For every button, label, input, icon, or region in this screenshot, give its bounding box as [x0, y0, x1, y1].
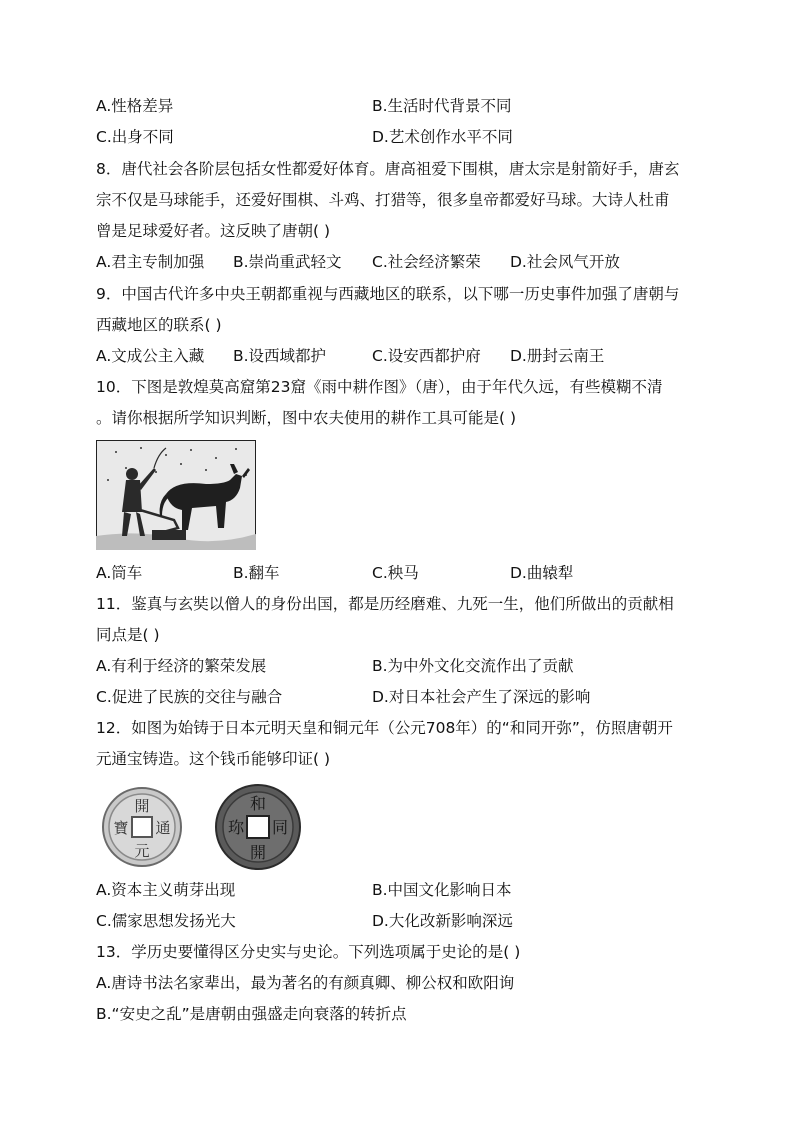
q13-option-a: A.唐诗书法名家辈出，最为著名的有颜真卿、柳公权和欧阳询 [96, 974, 515, 992]
q9-option-b: B.设西域都护 [233, 347, 327, 365]
coins-illustration [100, 784, 310, 870]
q9-option-a: A.文成公主入藏 [96, 347, 205, 365]
mural-ox-plough-illustration [96, 440, 256, 550]
q11-option-b: B.为中外文化交流作出了贡献 [372, 657, 574, 675]
q12-option-d: D.大化改新影响深远 [372, 912, 513, 930]
q7-option-d: D.艺术创作水平不同 [372, 128, 513, 146]
q13-stem-line-1: 13．学历史要懂得区分史实与史论。下列选项属于史论的是( ) [96, 943, 521, 961]
coin1-char-bottom: 元 [134, 842, 150, 860]
q11-stem-line-1: 11．鉴真与玄奘以僧人的身份出国，都是历经磨难、九死一生，他们所做出的贡献相 [96, 595, 674, 613]
q8-stem-line-1: 8．唐代社会各阶层包括女性都爱好体育。唐高祖爱下围棋，唐太宗是射箭好手，唐玄 [96, 160, 680, 178]
q12-stem-line-2: 元通宝铸造。这个钱币能够印证( ) [96, 750, 331, 768]
q7-option-b: B.生活时代背景不同 [372, 97, 512, 115]
q10-option-c: C.秧马 [372, 564, 419, 582]
kaiyuan-tongbao-coin [103, 788, 181, 866]
q11-option-a: A.有利于经济的繁荣发展 [96, 657, 267, 675]
q8-option-c: C.社会经济繁荣 [372, 253, 481, 271]
q10-stem-line-2: 。请你根据所学知识判断，图中农夫使用的耕作工具可能是( ) [96, 409, 517, 427]
q12-option-b: B.中国文化影响日本 [372, 881, 512, 899]
q13-option-b: B.“安史之乱”是唐朝由强盛走向衰落的转折点 [96, 1005, 407, 1023]
q9-option-c: C.设安西都护府 [372, 347, 481, 365]
q8-stem-line-2: 宗不仅是马球能手，还爱好围棋、斗鸡、打猎等，很多皇帝都爱好马球。大诗人杜甫 [96, 191, 670, 209]
coin1-char-top: 開 [134, 797, 150, 815]
coin2-char-bottom: 開 [249, 843, 267, 862]
coin1-char-left: 寶 [113, 819, 129, 837]
q9-stem-line-2: 西藏地区的联系( ) [96, 316, 222, 334]
coin2-char-left: 珎 [227, 818, 245, 837]
q7-option-a: A.性格差异 [96, 97, 174, 115]
q11-option-c: C.促进了民族的交往与融合 [96, 688, 283, 706]
q10-option-a: A.筒车 [96, 564, 143, 582]
q10-stem-line-1: 10．下图是敦煌莫高窟第23窟《雨中耕作图》（唐），由于年代久远，有些模糊不清 [96, 378, 663, 396]
q12-stem-line-1: 12．如图为始铸于日本元明天皇和铜元年（公元708年）的“和同开弥”，仿照唐朝开 [96, 719, 673, 737]
q10-option-b: B.翻车 [233, 564, 280, 582]
q10-option-d: D.曲辕犁 [510, 564, 574, 582]
wado-kaichin-coin [216, 785, 300, 869]
q12-option-a: A.资本主义萌芽出现 [96, 881, 236, 899]
q11-option-d: D.对日本社会产生了深远的影响 [372, 688, 591, 706]
coins-image [100, 784, 310, 870]
q9-stem-line-1: 9．中国古代许多中央王朝都重视与西藏地区的联系，以下哪一历史事件加强了唐朝与 [96, 285, 680, 303]
coin2-char-right: 同 [271, 818, 289, 837]
q9-option-d: D.册封云南王 [510, 347, 605, 365]
q11-stem-line-2: 同点是( ) [96, 626, 160, 644]
q8-option-b: B.崇尚重武轻文 [233, 253, 342, 271]
coin1-char-right: 通 [155, 819, 171, 837]
q8-option-a: A.君主专制加强 [96, 253, 205, 271]
mural-farming-image [96, 440, 256, 550]
q8-option-d: D.社会风气开放 [510, 253, 620, 271]
coin2-char-top: 和 [249, 794, 267, 813]
q7-option-c: C.出身不同 [96, 128, 174, 146]
q12-option-c: C.儒家思想发扬光大 [96, 912, 236, 930]
q8-stem-line-3: 曾是足球爱好者。这反映了唐朝( ) [96, 222, 331, 240]
